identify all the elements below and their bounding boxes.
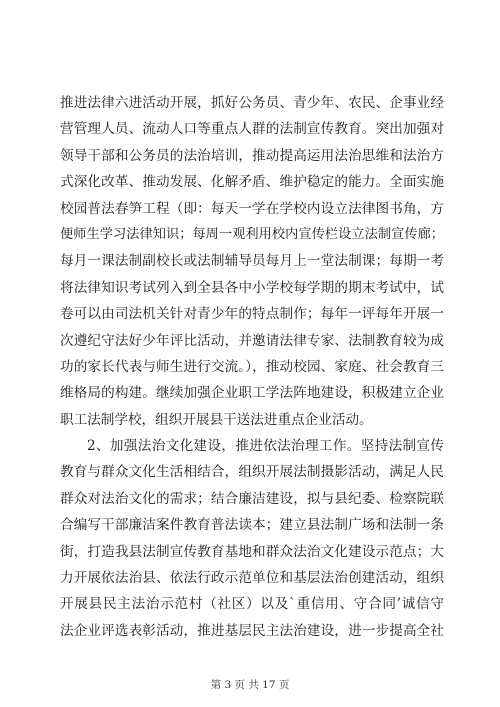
text-line: 职工法制学校，组织开展县干送法进重点企业活动。 <box>60 411 373 428</box>
page-number-footer: 第 3 页 共 17 页 <box>210 679 290 691</box>
text-line: 维格局的构建。继续加强企业职工学法阵地建设，积极建立企业 <box>60 385 444 402</box>
text-line: 式深化改革、推动发展、化解矛盾、维护稳定的能力。全面实施 <box>60 174 444 191</box>
text-line: 将法律知识考试列入到全县各中小学校每学期的期末考试中，试 <box>60 279 444 296</box>
text-line: 法企业评选表彰活动，推进基层民主法治建设，进一步提高全社 <box>60 622 444 639</box>
text-line: 推进法律六进活动开展，抓好公务员、青少年、农民、企事业经 <box>60 95 444 111</box>
text-line: 校园普法春笋工程（即：每天一学在学校内设立法律图书角，方 <box>60 200 444 217</box>
text-line: 领导干部和公务员的法治培训，推动提高运用法治思维和法治方 <box>60 147 444 164</box>
text-line: 次遵纪守法好少年评比活动，并邀请法律专家、法制教育较为成 <box>60 332 444 349</box>
text-line: 合编写干部廉洁案件教育普法读本；建立县法制广场和法制一条 <box>60 517 444 534</box>
text-line: 每月一课法制副校长或法制辅导员每月上一堂法制课；每期一考 <box>60 253 444 270</box>
text-line: 便师生学习法律知识；每周一观利用校内宣传栏设立法制宣传廊； <box>60 226 444 242</box>
text-line: 开展县民主法治示范村（社区）以及`重信用、守合同’诚信守 <box>60 596 444 613</box>
text-line: 功的家长代表与师生进行交流。），推动校园、家庭、社会教育三 <box>60 358 444 375</box>
text-line: 卷可以由司法机关针对青少年的特点制作；每年一评每年开展一 <box>60 306 444 323</box>
text-line: 群众对法治文化的需求；结合廉洁建设，拟与县纪委、检察院联 <box>60 490 444 507</box>
text-line: 教育与群众文化生活相结合，组织开展法制摄影活动，满足人民 <box>60 464 444 481</box>
paragraph-1 <box>60 90 444 433</box>
text-line: 营管理人员、流动人口等重点人群的法制宣传教育。突出加强对 <box>60 121 444 138</box>
paragraph-2 <box>60 433 444 644</box>
text-line: 2、加强法治文化建设，推进依法治理工作。坚持法制宣传 <box>87 438 444 455</box>
text-line: 力开展依法治县、依法行政示范单位和基层法治创建活动，组织 <box>60 570 444 587</box>
text-line: 街，打造我县法制宣传教育基地和群众法治文化建设示范点；大 <box>60 543 444 560</box>
document-body <box>60 90 444 644</box>
